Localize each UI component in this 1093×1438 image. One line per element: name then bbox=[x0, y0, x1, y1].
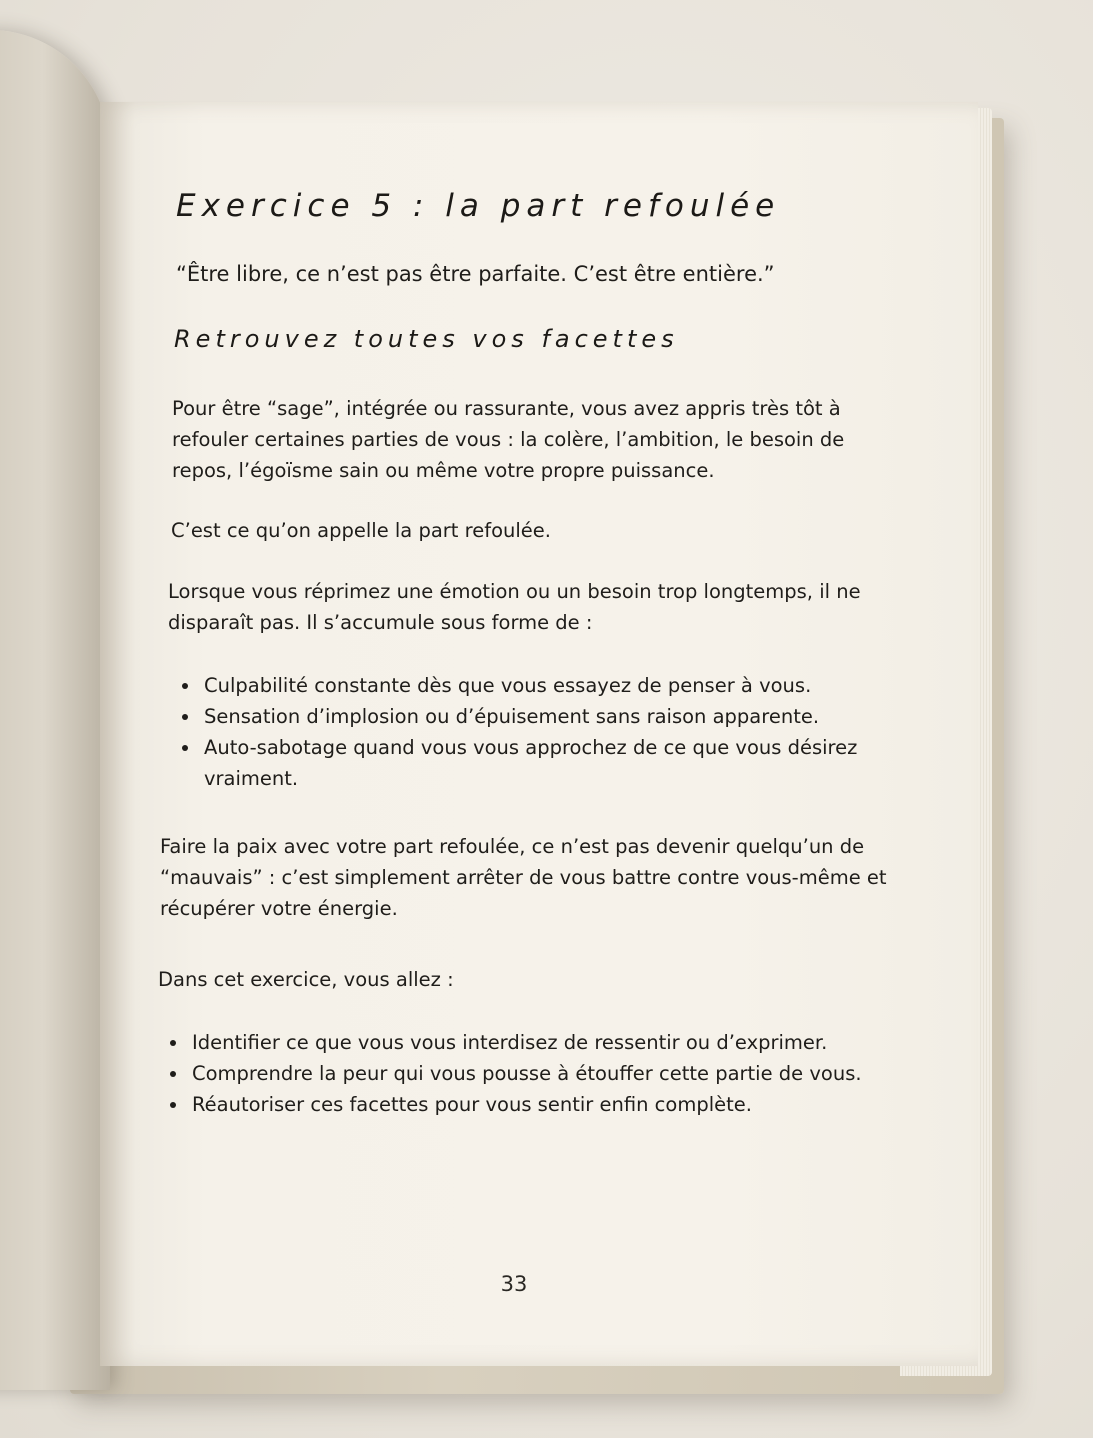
quote: “Être libre, ce n’est pas être parfaite. C’est être entière.” bbox=[176, 262, 775, 286]
section-subtitle: Retrouvez toutes vos facettes bbox=[174, 325, 679, 353]
book-page bbox=[100, 102, 978, 1366]
list-item: Auto-sabotage quand vous vous approchez de ce que vous désirez vraiment. bbox=[176, 732, 864, 794]
steps-list bbox=[164, 1027, 904, 1120]
paragraph-peace: Faire la paix avec votre part refoulée, ce n’est pas devenir quelqu’un de “mauvais” : c’est simplement arrêter de vous battre contre vous-même et récupérer votre énergie. bbox=[160, 835, 887, 920]
symptoms-list bbox=[176, 670, 896, 794]
paragraph-exercise-intro: Dans cet exercice, vous allez : bbox=[158, 968, 454, 991]
list-item: Comprendre la peur qui vous pousse à étouffer cette partie de vous. bbox=[164, 1058, 904, 1089]
exercise-title: Exercice 5 : la part refoulée bbox=[176, 188, 781, 224]
list-item: Culpabilité constante dès que vous essayez de penser à vous. bbox=[176, 670, 896, 701]
list-item: Réautoriser ces facettes pour vous sentir enfin complète. bbox=[164, 1089, 904, 1120]
page-number: 33 bbox=[500, 1272, 528, 1296]
list-item: Sensation d’implosion ou d’épuisement sans raison apparente. bbox=[176, 701, 896, 732]
left-page-curl bbox=[0, 30, 110, 1390]
list-item: Identifier ce que vous vous interdisez de ressentir ou d’exprimer. bbox=[164, 1027, 904, 1058]
paragraph-definition: C’est ce qu’on appelle la part refoulée. bbox=[171, 519, 551, 542]
paragraph-accumulation: Lorsque vous réprimez une émotion ou un besoin trop longtemps, il ne disparaît pas. Il s’accumule sous forme de : bbox=[168, 580, 861, 634]
paragraph-intro: Pour être “sage”, intégrée ou rassurante, vous avez appris très tôt à refouler certaines parties de vous : la colère, l’ambition, le besoin de repos, l’égoïsme sain ou même votre propre puissance. bbox=[172, 397, 845, 482]
